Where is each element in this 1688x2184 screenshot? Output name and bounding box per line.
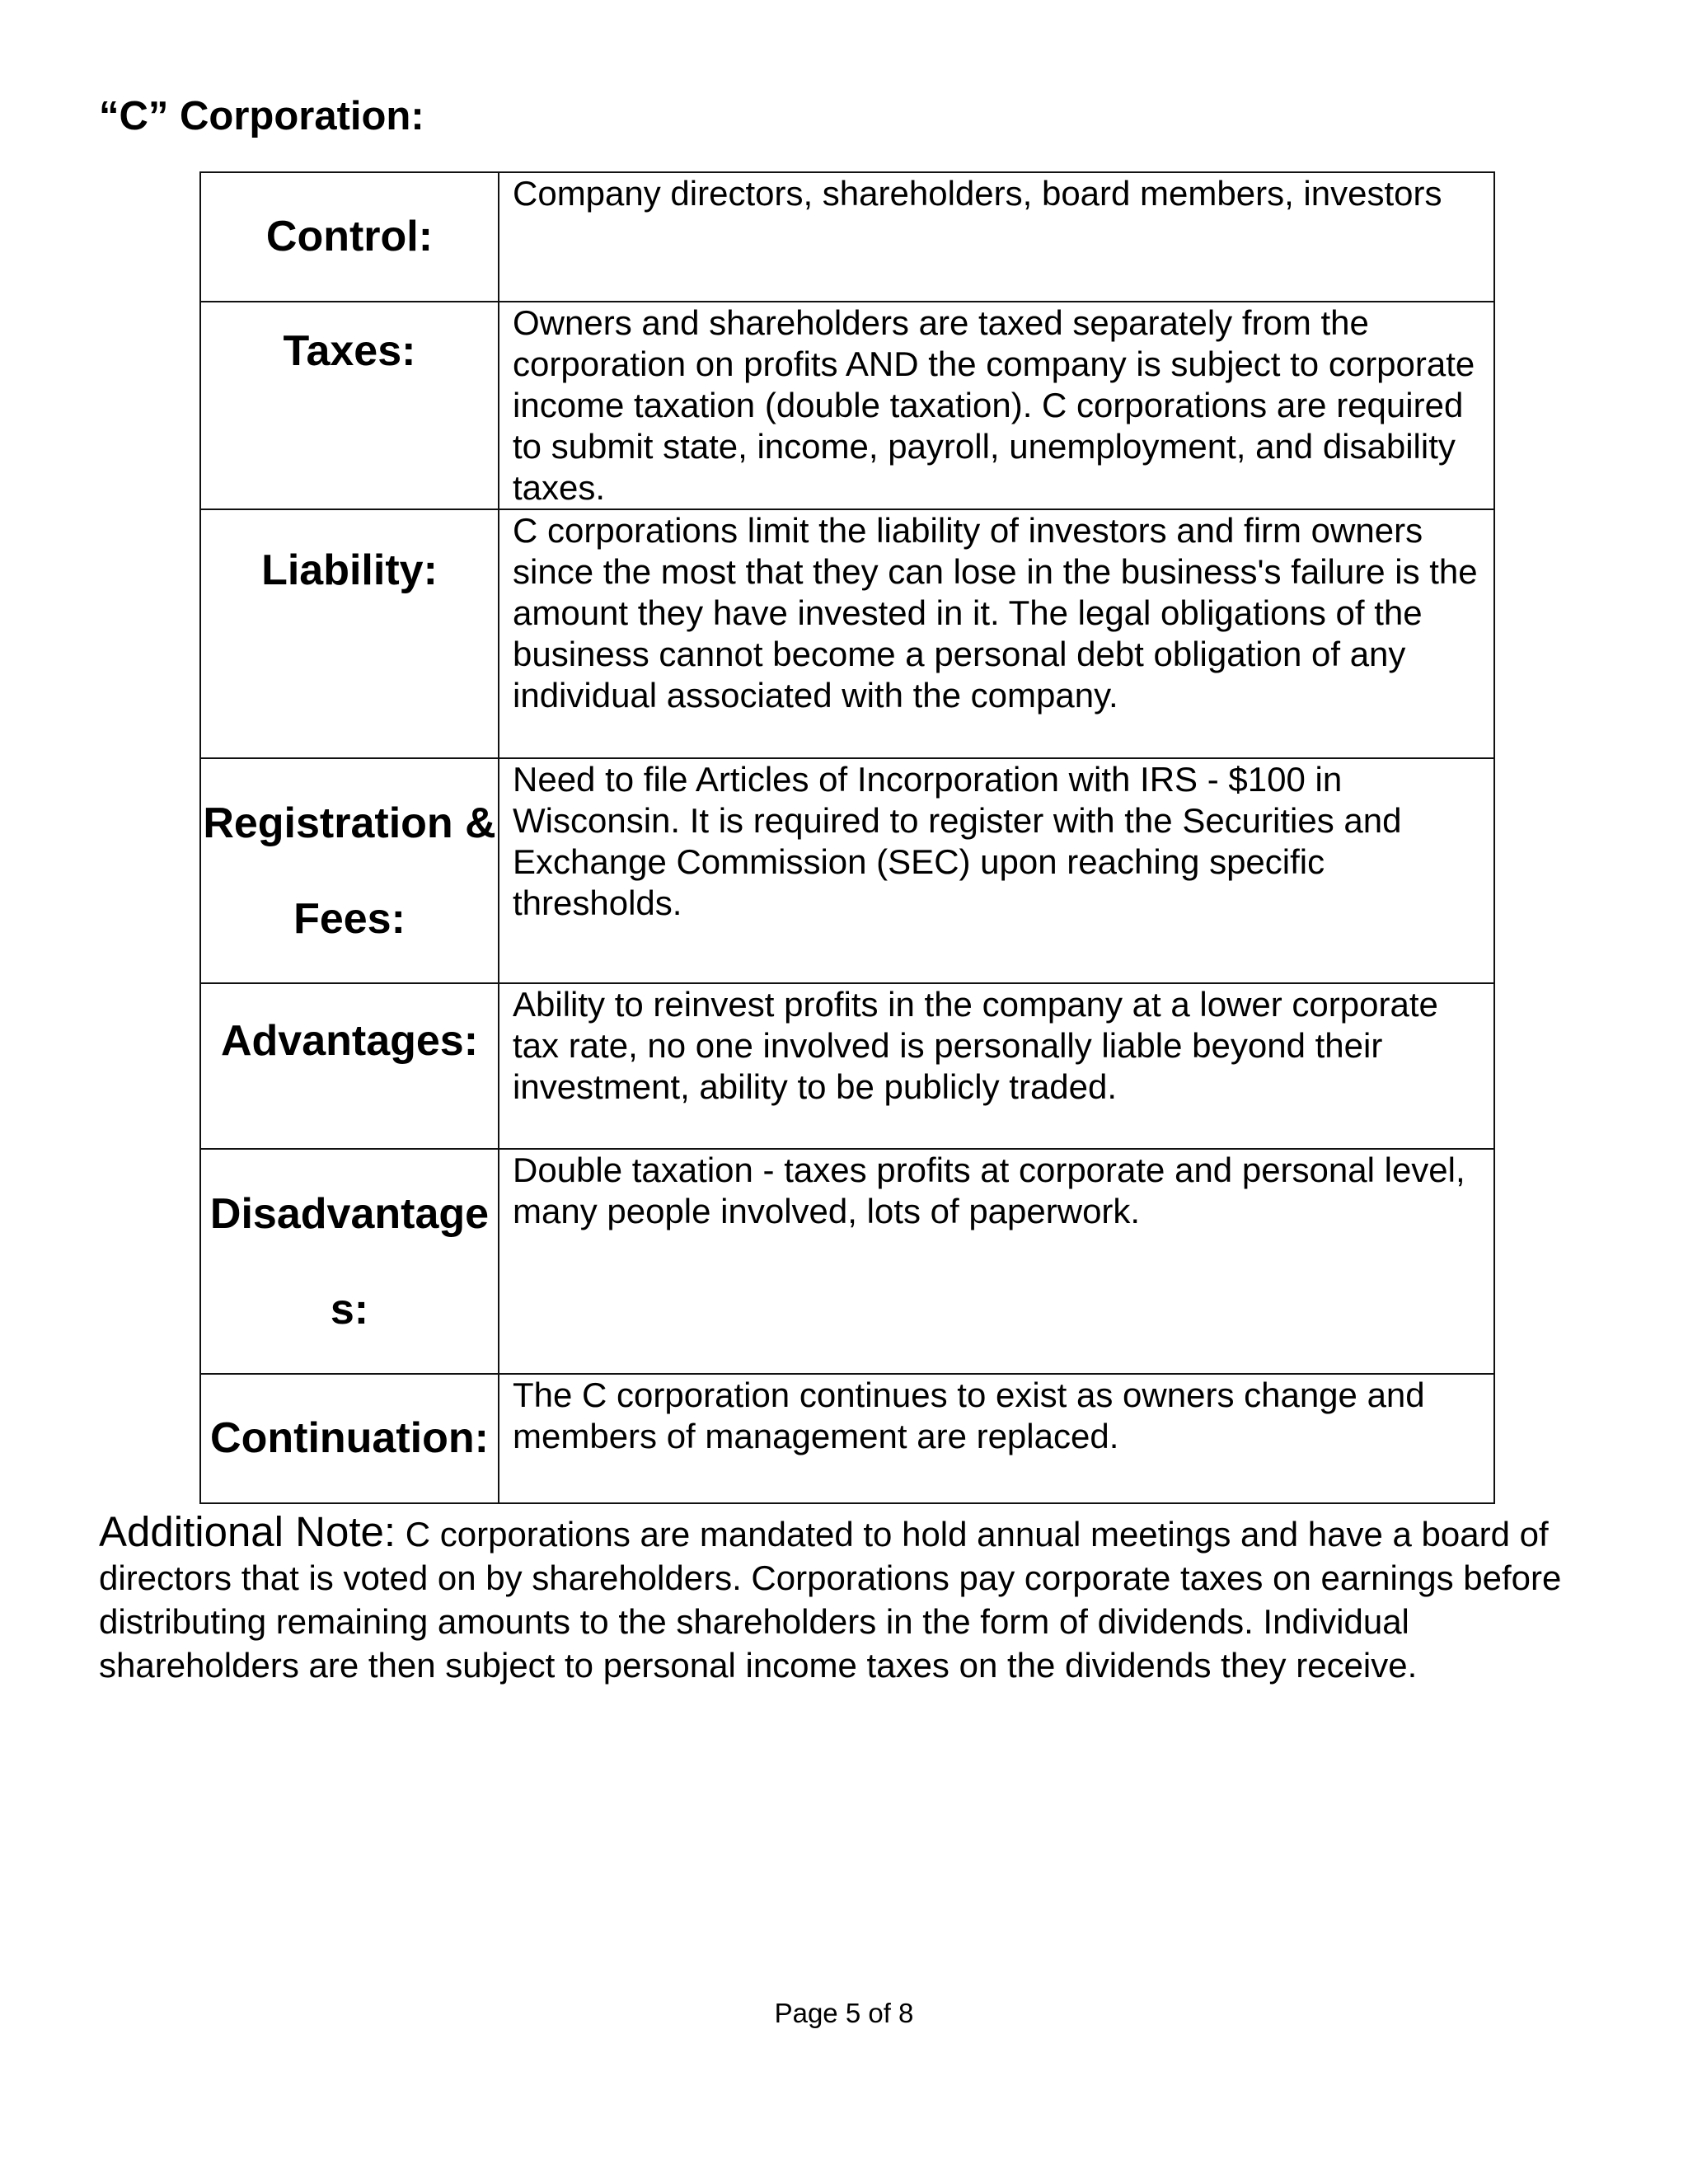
additional-note <box>99 1510 1615 1687</box>
page-number: Page 5 of 8 <box>774 1998 914 2028</box>
table-row <box>200 1149 1494 1374</box>
page-title: “C” Corporation: <box>99 94 424 138</box>
row-value-disadvantages: Double taxation - taxes profits at corporate and personal level, many people involved, lots of paperwork. <box>499 1149 1494 1374</box>
row-label-continuation: Continuation: <box>200 1374 499 1503</box>
row-value-liability: C corporations limit the liability of investors and firm owners since the most that they can lose in the business's failure is the amount they have invested in it. The legal obligations of the business cannot become a personal debt obligation of any individual associated with the company. <box>499 509 1494 758</box>
row-label-disadvantages: Disadvantages: <box>200 1149 499 1374</box>
row-label-taxes: Taxes: <box>200 302 499 509</box>
row-value-taxes: Owners and shareholders are taxed separately from the corporation on profits AND the company is subject to corporate income taxation (double taxation). C corporations are required to submit state, income, payroll, unemployment, and disability taxes. <box>499 302 1494 509</box>
info-table <box>199 171 1495 1504</box>
table-row <box>200 302 1494 509</box>
table-row <box>200 758 1494 983</box>
additional-note-lead: Additional Note: <box>99 1508 396 1555</box>
table-row <box>200 1374 1494 1503</box>
row-label-control: Control: <box>200 172 499 302</box>
row-label-advantages: Advantages: <box>200 983 499 1149</box>
row-label-liability: Liability: <box>200 509 499 758</box>
row-value-registration-fees: Need to file Articles of Incorporation with IRS - $100 in Wisconsin. It is required to register with the Securities and Exchange Commission (SEC) upon reaching specific thresholds. <box>499 758 1494 983</box>
row-label-registration-fees: Registration & Fees: <box>200 758 499 983</box>
table-row <box>200 983 1494 1149</box>
additional-note-text: C corporations are mandated to hold annual meetings and have a board of directors that is voted on by shareholders. Corporations pay corporate taxes on earnings before distributing remaining amounts to the shareholders in the form of dividends. Individual shareholders are then subject to personal income taxes on the dividends they receive. <box>99 1515 1562 1685</box>
table-row <box>200 509 1494 758</box>
row-value-advantages: Ability to reinvest profits in the company at a lower corporate tax rate, no one involved is personally liable beyond their investment, ability to be publicly traded. <box>499 983 1494 1149</box>
table-row <box>200 172 1494 302</box>
row-value-continuation: The C corporation continues to exist as owners change and members of management are replaced. <box>499 1374 1494 1503</box>
row-value-control: Company directors, shareholders, board members, investors <box>499 172 1494 302</box>
